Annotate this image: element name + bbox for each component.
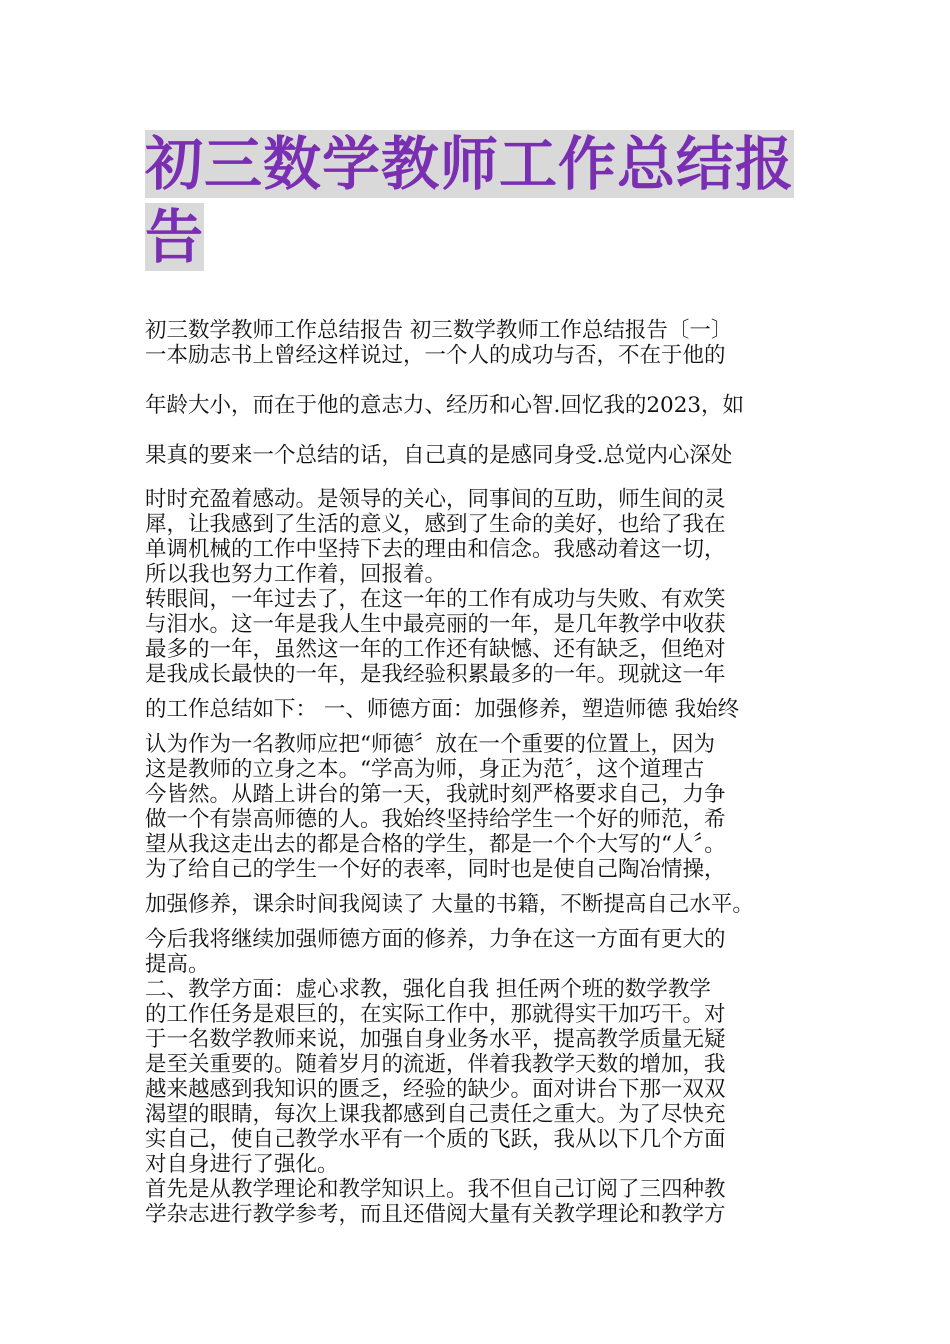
body-line: 果真的要来一个总结的话，自己真的是感同身受.总觉内心深处 bbox=[145, 443, 733, 468]
body-line: 单调机械的工作中坚持下去的理由和信念。我感动着这一切， bbox=[145, 537, 726, 562]
document-title bbox=[145, 128, 810, 274]
body-line: 与泪水。这一年是我人生中最亮丽的一年，是几年教学中收获 bbox=[145, 612, 726, 637]
body-line: 越来越感到我知识的匮乏，经验的缺少。面对讲台下那一双双 bbox=[145, 1077, 726, 1102]
title-line-1: 初三数学教师工作总结报 bbox=[145, 130, 795, 198]
body-line: 今后我将继续加强师德方面的修养，力争在这一方面有更大的 bbox=[145, 927, 726, 952]
body-line: 渴望的眼睛，每次上课我都感到自己责任之重大。为了尽快充 bbox=[145, 1102, 726, 1127]
document-body bbox=[145, 318, 815, 1227]
body-line: 今皆然。从踏上讲台的第一天，我就时刻严格要求自己，力争 bbox=[145, 782, 726, 807]
body-line: 年龄大小，而在于他的意志力、经历和心智.回忆我的2023，如 bbox=[145, 393, 745, 418]
body-line: 的工作任务是艰巨的，在实际工作中，那就得实干加巧干。对 bbox=[145, 1002, 726, 1027]
body-line: 加强修养，课余时间我阅读了 大量的书籍，不断提高自己水平。 bbox=[145, 892, 754, 917]
body-line: 二、教学方面：虚心求教，强化自我 担任两个班的数学教学 bbox=[145, 977, 711, 1002]
body-line: 初三数学教师工作总结报告 初三数学教师工作总结报告〔一〕 bbox=[145, 318, 733, 343]
body-line: 的工作总结如下： 一、师德方面：加强修养，塑造师德 我始终 bbox=[145, 697, 740, 722]
body-line: 提高。 bbox=[145, 952, 210, 977]
body-line: 做一个有崇高师德的人。我始终坚持给学生一个好的师范，希 bbox=[145, 807, 726, 832]
body-line: 最多的一年，虽然这一年的工作还有缺憾、还有缺乏，但绝对 bbox=[145, 637, 726, 662]
body-line: 学杂志进行教学参考，而且还借阅大量有关教学理论和教学方 bbox=[145, 1202, 726, 1227]
body-line: 犀，让我感到了生活的意义，感到了生命的美好，也给了我在 bbox=[145, 512, 726, 537]
body-line: 是至关重要的。随着岁月的流逝，伴着我教学天数的增加，我 bbox=[145, 1052, 726, 1077]
body-line: 一本励志书上曾经这样说过，一个人的成功与否，不在于他的 bbox=[145, 343, 726, 368]
body-line: 望从我这走出去的都是合格的学生，都是一个个大写的“人〞。 bbox=[145, 832, 726, 857]
body-line: 对自身进行了强化。 bbox=[145, 1152, 339, 1177]
body-line: 于一名数学教师来说，加强自身业务水平，提高教学质量无疑 bbox=[145, 1027, 726, 1052]
body-line: 这是教师的立身之本。“学高为师，身正为范〞，这个道理古 bbox=[145, 757, 705, 782]
body-line: 所以我也努力工作着，回报着。 bbox=[145, 562, 447, 587]
body-line: 首先是从教学理论和教学知识上。我不但自己订阅了三四种教 bbox=[145, 1177, 726, 1202]
body-line: 认为作为一名教师应把“师德〞放在一个重要的位置上，因为 bbox=[145, 732, 715, 757]
title-line-2: 告 bbox=[145, 203, 205, 271]
body-line: 实自己，使自己教学水平有一个质的飞跃，我从以下几个方面 bbox=[145, 1127, 726, 1152]
body-line: 为了给自己的学生一个好的表率，同时也是使自己陶冶情操， bbox=[145, 857, 726, 882]
body-line: 时时充盈着感动。是领导的关心，同事间的互助，师生间的灵 bbox=[145, 487, 726, 512]
body-line: 是我成长最快的一年，是我经验积累最多的一年。现就这一年 bbox=[145, 662, 726, 687]
body-line: 转眼间，一年过去了，在这一年的工作有成功与失败、有欢笑 bbox=[145, 587, 726, 612]
